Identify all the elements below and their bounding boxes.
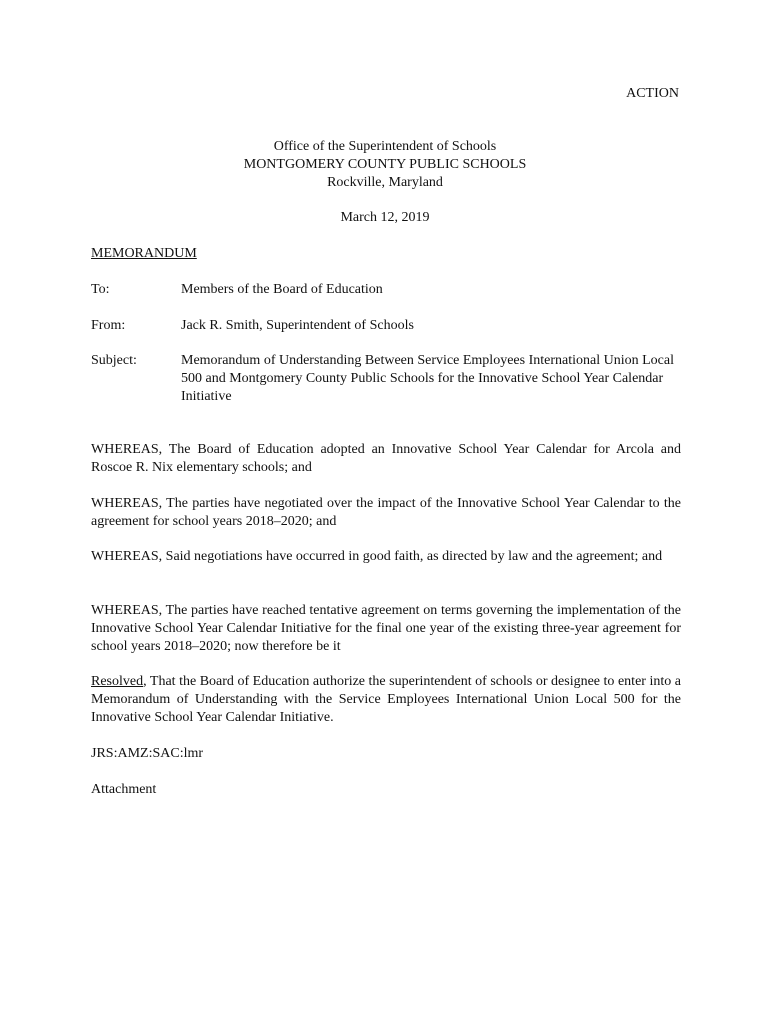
memo-date: March 12, 2019 xyxy=(340,210,430,225)
to-value: Members of the Board of Education xyxy=(181,282,383,297)
to-label: To: xyxy=(91,282,110,297)
subject-label: Subject: xyxy=(91,353,137,368)
whereas-paragraph-1: WHEREAS, The Board of Education adopted an Innovative School Year Calendar for Arcola and Roscoe R. Nix elementary schools; and xyxy=(91,442,681,475)
whereas-paragraph-3: WHEREAS, Said negotiations have occurred in good faith, as directed by law and the agreement; and xyxy=(91,549,663,564)
from-value: Jack R. Smith, Superintendent of Schools xyxy=(181,318,414,333)
action-label: ACTION xyxy=(626,86,679,101)
resolved-word: Resolved xyxy=(91,674,144,689)
letterhead xyxy=(0,138,770,192)
memo-title: MEMORANDUM xyxy=(91,246,197,261)
attachment-note: Attachment xyxy=(91,782,157,797)
subject-value: Memorandum of Understanding Between Service Employees International Union Local 500 and Montgomery County Public Schools for the Innovative School Year Calendar Initiative xyxy=(181,353,674,404)
resolved-text: , That the Board of Education authorize the superintendent of schools or designee to enter into a Memorandum of Understanding with the Service Employees International Union Local 500 for the Innovative School Year Calendar Initiative. xyxy=(91,674,681,725)
office-line: Office of the Superintendent of Schools xyxy=(273,139,497,154)
from-label: From: xyxy=(91,318,126,333)
resolved-paragraph xyxy=(91,673,681,727)
location-line: Rockville, Maryland xyxy=(327,175,443,190)
whereas-paragraph-2: WHEREAS, The parties have negotiated over the impact of the Innovative School Year Calendar to the agreement for school years 2018–2020; and xyxy=(91,496,681,529)
whereas-paragraph-4: WHEREAS, The parties have reached tentative agreement on terms governing the implementation of the Innovative School Year Calendar Initiative for the final one year of the existing three-year agreement for school years 2018–2020; now therefore be it xyxy=(91,603,681,654)
district-line: MONTGOMERY COUNTY PUBLIC SCHOOLS xyxy=(243,157,527,172)
initials: JRS:AMZ:SAC:lmr xyxy=(91,746,204,761)
